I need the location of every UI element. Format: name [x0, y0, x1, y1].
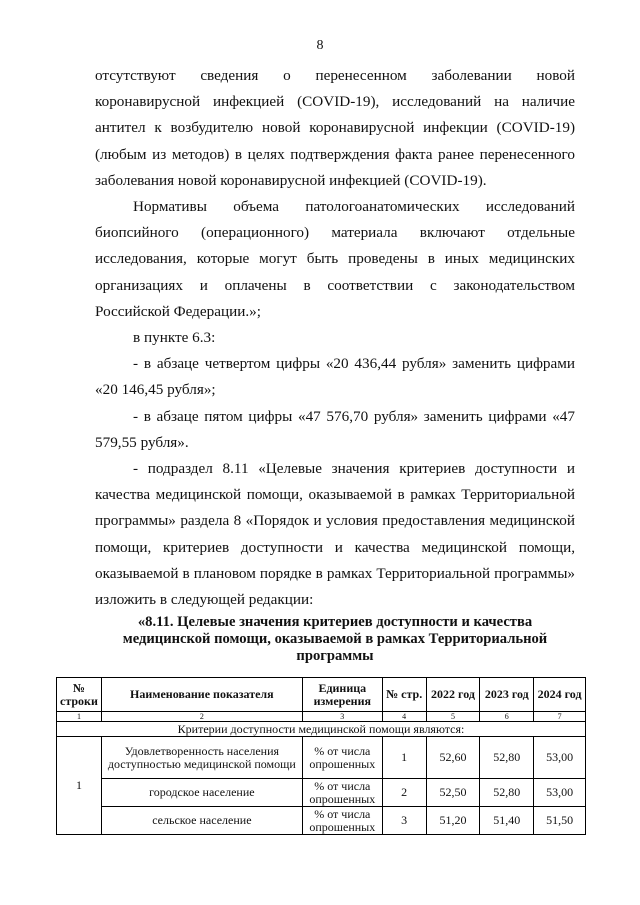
table-header-row — [57, 678, 586, 712]
column-number: 3 — [302, 712, 382, 722]
table-row — [57, 779, 586, 807]
value-2022: 52,50 — [426, 779, 480, 807]
column-number-row — [57, 712, 586, 722]
value-2023: 52,80 — [480, 737, 534, 779]
page-number: 8 — [316, 38, 324, 53]
header-unit: Единица измерения — [302, 678, 382, 712]
value-2023: 52,80 — [480, 779, 534, 807]
column-number: 5 — [426, 712, 480, 722]
header-row-no: № строки — [57, 678, 102, 712]
paragraph: в пункте 6.3: — [133, 329, 216, 347]
value-2024: 51,50 — [534, 807, 586, 835]
indicator-cell: сельское население — [101, 807, 302, 835]
line-no-cell: 3 — [382, 807, 426, 835]
body-text — [95, 63, 575, 613]
line-no-cell: 1 — [382, 737, 426, 779]
paragraph: отсутствуют сведения о перенесенном заболевании новой коронавирусной инфекцией (COVID-19), исследований на наличие антител к возбудителю новой коронавирусной инфекции (COVID-19) (любым из методов) в целях подтверждения факта ранее перенесенного заболевания новой коронавирусной инфекцией (COVID-19). — [95, 67, 575, 189]
row-number: 1 — [57, 737, 102, 835]
table-row — [57, 737, 586, 779]
indicators-table — [56, 677, 586, 835]
paragraph: - в абзаце четвертом цифры «20 436,44 рубля» заменить цифрами «20 146,45 рубля»; — [95, 355, 575, 399]
column-number: 1 — [57, 712, 102, 722]
unit-cell: % от числа опрошенных — [302, 779, 382, 807]
header-2024: 2024 год — [534, 678, 586, 712]
column-number: 6 — [480, 712, 534, 722]
indicator-cell: городское население — [101, 779, 302, 807]
value-2023: 51,40 — [480, 807, 534, 835]
table-row — [57, 807, 586, 835]
header-indicator: Наименование показателя — [101, 678, 302, 712]
header-2022: 2022 год — [426, 678, 480, 712]
value-2022: 52,60 — [426, 737, 480, 779]
value-2024: 53,00 — [534, 779, 586, 807]
unit-cell: % от числа опрошенных — [302, 807, 382, 835]
group-title-row — [57, 722, 586, 737]
paragraph: - в абзаце пятом цифры «47 576,70 рубля» заменить цифрами «47 579,55 рубля». — [95, 407, 575, 451]
header-line-no: № стр. — [382, 678, 426, 712]
column-number: 7 — [534, 712, 586, 722]
value-2024: 53,00 — [534, 737, 586, 779]
group-title: Критерии доступности медицинской помощи являются: — [57, 722, 586, 737]
header-2023: 2023 год — [480, 678, 534, 712]
column-number: 2 — [101, 712, 302, 722]
value-2022: 51,20 — [426, 807, 480, 835]
line-no-cell: 2 — [382, 779, 426, 807]
column-number: 4 — [382, 712, 426, 722]
section-title: «8.11. Целевые значения критериев доступности и качества медицинской помощи, оказываемой в рамках Территориальной программы — [122, 614, 548, 664]
paragraph: Нормативы объема патологоанатомических исследований биопсийного (операционного) материала включают отдельные исследования, которые могут быть проведены в иных медицинских организациях и оплачены в соответствии с законодательством Российской Федерации.»; — [95, 198, 575, 320]
unit-cell: % от числа опрошенных — [302, 737, 382, 779]
paragraph: - подраздел 8.11 «Целевые значения критериев доступности и качества медицинской помощи, оказываемой в рамках Территориальной программы» раздела 8 «Порядок и условия предоставления медицинской помощи, критериев доступности и качества медицинской помощи, оказываемой в плановом порядке в рамках Территориальной программы» изложить в следующей редакции: — [95, 460, 575, 609]
indicator-cell: Удовлетворенность населения доступностью медицинской помощи — [101, 737, 302, 779]
